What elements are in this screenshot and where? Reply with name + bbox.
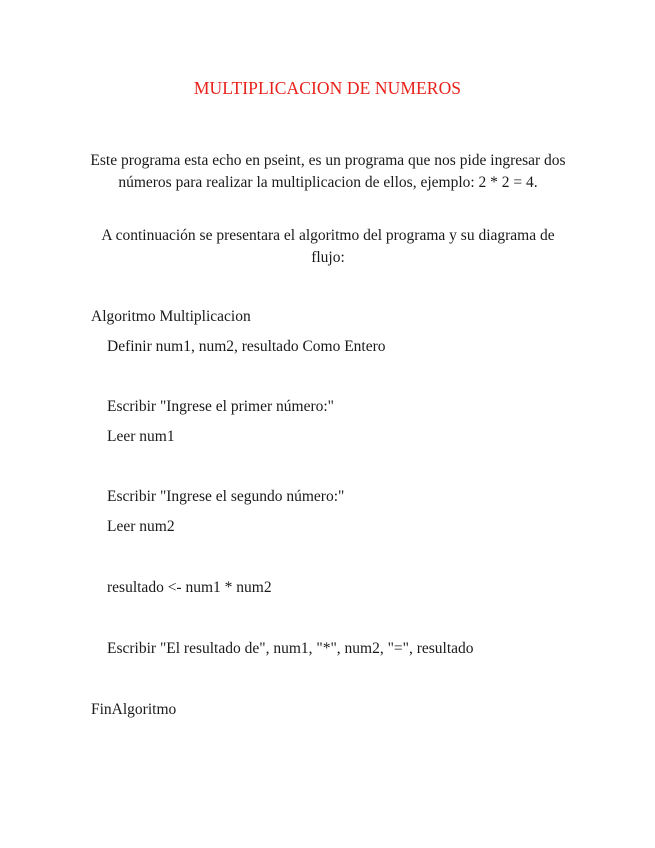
document-title: MULTIPLICACION DE NUMEROS xyxy=(193,78,462,98)
intro-paragraph-description: Este programa esta echo en pseint, es un programa que nos pide ingresar dos números para realizar la multiplicacion de ellos, ejemplo: 2 * 2 = 4. xyxy=(90,152,566,191)
code-algorithm-header: Algoritmo Multiplicacion xyxy=(91,308,251,325)
code-prompt-first: Escribir "Ingrese el primer número:" xyxy=(107,398,334,415)
code-output-result: Escribir "El resultado de", num1, "*", num2, "=", resultado xyxy=(107,640,474,657)
code-read-second: Leer num2 xyxy=(107,518,175,535)
code-read-first: Leer num1 xyxy=(107,428,175,445)
intro-paragraph-continuation: A continuación se presentara el algoritmo del programa y su diagrama de flujo: xyxy=(101,227,555,266)
code-prompt-second: Escribir "Ingrese el segundo número:" xyxy=(107,488,345,505)
code-define-vars: Definir num1, num2, resultado Como Entero xyxy=(107,338,386,355)
code-algorithm-end: FinAlgoritmo xyxy=(91,701,177,718)
code-compute: resultado <- num1 * num2 xyxy=(107,579,272,596)
